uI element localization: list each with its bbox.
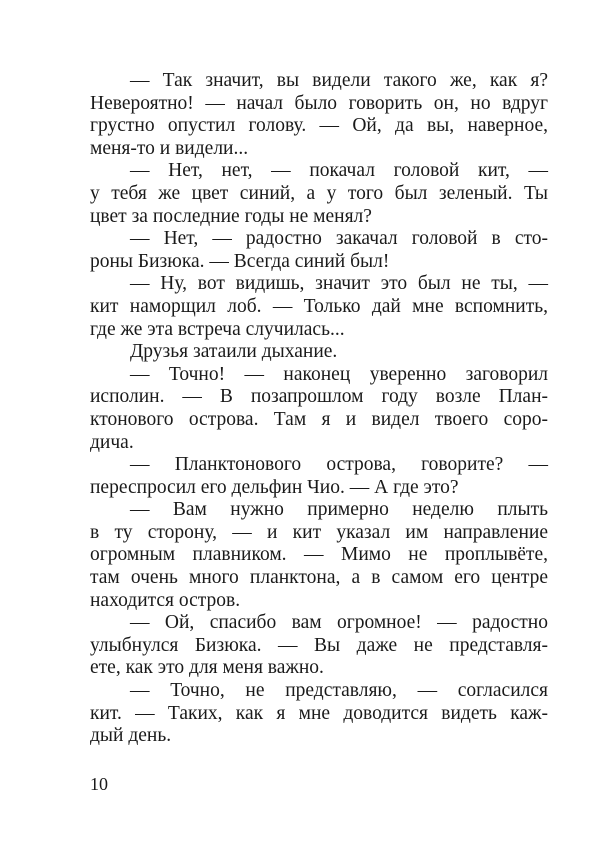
- text-line: улыбнулся Бизюка. — Вы даже не представля-: [90, 634, 548, 656]
- text-line: — Планктонового острова, говорите? —: [130, 454, 548, 476]
- text-line: переспросил его дельфин Чио. — А где это?: [90, 476, 459, 498]
- text-line: дый день.: [90, 725, 172, 747]
- text-line: огромным плавником. — Мимо не проплывёте,: [90, 544, 548, 566]
- text-line: — Ну, вот видишь, значит это был не ты, —: [130, 273, 548, 295]
- text-line: кит. — Таких, как я мне доводится видеть каж-: [90, 702, 548, 724]
- text-line: — Точно, не представляю, — согласился: [130, 680, 548, 702]
- text-line: ктонового острова. Там я и видел твоего соро-: [90, 408, 548, 430]
- text-line: у тебя же цвет синий, а у того был зеленый. Ты: [90, 182, 548, 204]
- text-line: Друзья затаили дыхание.: [130, 341, 338, 363]
- text-line: Невероятно! — начал было говорить он, но вдруг: [90, 92, 548, 114]
- text-line: — Так значит, вы видели такого же, как я?: [130, 70, 548, 91]
- text-line: меня-то и видели...: [90, 137, 249, 159]
- text-line: грустно опустил голову. — Ой, да вы, наверное,: [90, 115, 548, 137]
- page-text-block: [90, 70, 548, 748]
- text-line: в ту сторону, — и кит указал им направление: [90, 521, 548, 543]
- text-line: — Нет, нет, — покачал головой кит, —: [130, 160, 548, 182]
- text-line: кит наморщил лоб. — Только дай мне вспомнить,: [90, 295, 548, 317]
- text-line: — Вам нужно примерно неделю плыть: [130, 499, 548, 521]
- text-line: где же эта встреча случилась...: [90, 318, 345, 340]
- text-line: там очень много планктона, а в самом его центре: [90, 567, 548, 589]
- text-line: цвет за последние годы не менял?: [90, 205, 372, 227]
- text-line: находится остров.: [90, 589, 241, 611]
- text-line: дича.: [90, 431, 134, 453]
- text-line: ете, как это для меня важно.: [90, 657, 324, 679]
- text-line: исполин. — В позапрошлом году возле План-: [90, 386, 548, 408]
- text-line: — Точно! — наконец уверенно заговорил: [130, 363, 548, 385]
- text-line: роны Бизюка. — Всегда синий был!: [90, 250, 390, 272]
- text-line: — Нет, — радостно закачал головой в сто-: [130, 228, 548, 250]
- text-line: — Ой, спасибо вам огромное! — радостно: [130, 612, 548, 634]
- page-number: 10: [90, 774, 108, 794]
